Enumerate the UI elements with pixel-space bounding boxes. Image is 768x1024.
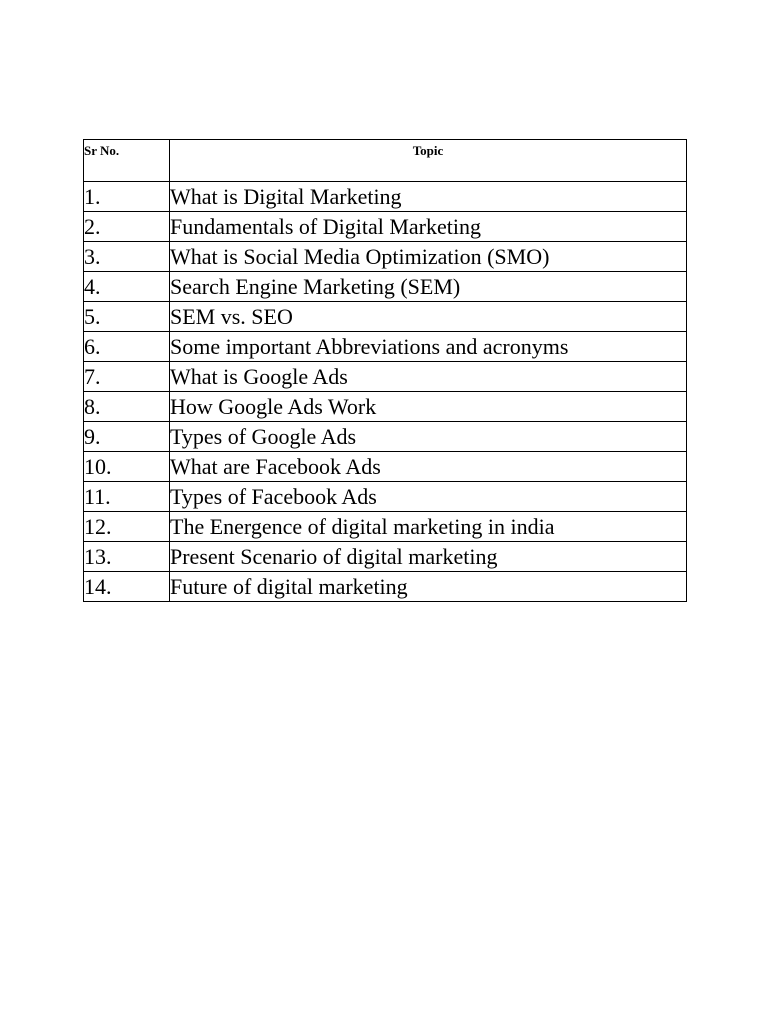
row-topic: Some important Abbreviations and acronyms (170, 332, 687, 362)
row-number: 4. (84, 272, 170, 302)
table-row (84, 452, 687, 482)
table-row (84, 182, 687, 212)
table-row (84, 332, 687, 362)
table-row (84, 512, 687, 542)
table-body (84, 182, 687, 602)
row-topic: Fundamentals of Digital Marketing (170, 212, 687, 242)
table-row (84, 422, 687, 452)
row-number: 1. (84, 182, 170, 212)
table-row (84, 482, 687, 512)
row-number: 5. (84, 302, 170, 332)
row-topic: The Energence of digital marketing in india (170, 512, 687, 542)
row-topic: Types of Facebook Ads (170, 482, 687, 512)
row-number: 10. (84, 452, 170, 482)
row-number: 8. (84, 392, 170, 422)
table-row (84, 362, 687, 392)
table-row (84, 242, 687, 272)
table-row (84, 302, 687, 332)
topics-table (83, 139, 687, 602)
row-topic: What is Social Media Optimization (SMO) (170, 242, 687, 272)
row-topic: Present Scenario of digital marketing (170, 542, 687, 572)
table-row (84, 392, 687, 422)
header-sr-no: Sr No. (84, 140, 170, 182)
row-number: 13. (84, 542, 170, 572)
row-topic: What is Google Ads (170, 362, 687, 392)
row-number: 9. (84, 422, 170, 452)
row-topic: SEM vs. SEO (170, 302, 687, 332)
row-number: 7. (84, 362, 170, 392)
row-number: 12. (84, 512, 170, 542)
table-header-row (84, 140, 687, 182)
table-row (84, 272, 687, 302)
row-topic: How Google Ads Work (170, 392, 687, 422)
row-number: 14. (84, 572, 170, 602)
row-topic: What are Facebook Ads (170, 452, 687, 482)
row-number: 3. (84, 242, 170, 272)
row-number: 6. (84, 332, 170, 362)
table-row (84, 212, 687, 242)
row-topic: What is Digital Marketing (170, 182, 687, 212)
row-topic: Search Engine Marketing (SEM) (170, 272, 687, 302)
table-row (84, 572, 687, 602)
row-number: 11. (84, 482, 170, 512)
row-topic: Types of Google Ads (170, 422, 687, 452)
row-number: 2. (84, 212, 170, 242)
row-topic: Future of digital marketing (170, 572, 687, 602)
header-topic: Topic (170, 140, 687, 182)
table-row (84, 542, 687, 572)
